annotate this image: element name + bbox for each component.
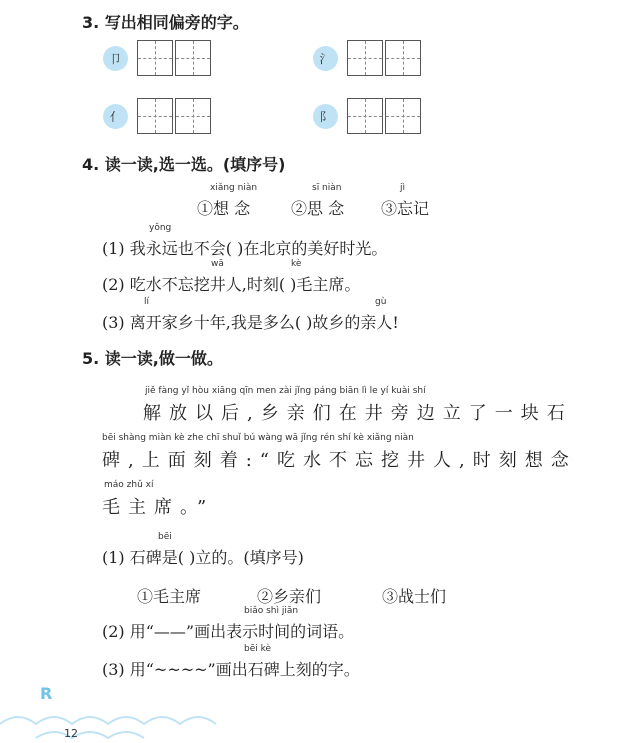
radical-bubble-2: 氵	[313, 46, 338, 71]
sub1-option-1: ①毛主席	[137, 587, 202, 606]
passage-line-2: 碑,上面刻着:“吃水不忘挖井人,时刻想念	[102, 450, 577, 471]
writing-cell[interactable]	[385, 40, 421, 76]
option-1: ①想 念	[197, 199, 251, 218]
writing-cell[interactable]	[385, 98, 421, 134]
sub-question-3[interactable]: (3) 用“~~~~”画出石碑上刻的字。	[102, 660, 360, 679]
fill-item-3[interactable]: (3) 离开家乡十年,我是多么( )故乡的亲人!	[102, 313, 399, 332]
item-pinyin: kè	[291, 259, 302, 269]
sub1-pinyin: bēi	[158, 532, 172, 542]
sub-question-2[interactable]: (2) 用“——”画出表示时间的词语。	[102, 622, 355, 641]
q4-title: 4. 读一读,选一选。(填序号)	[82, 155, 286, 174]
item-pinyin: gù	[375, 297, 387, 307]
radical-bubble-1: 卩	[103, 46, 128, 71]
writing-grid-3[interactable]	[137, 98, 211, 134]
passage-pinyin-1: jiě fàng yǐ hòu xiāng qīn men zài jǐng páng biān lì le yí kuài shí	[145, 386, 426, 396]
page-number: 12	[64, 727, 78, 740]
sub-question-1[interactable]: (1) 石碑是( )立的。(填序号)	[102, 548, 304, 567]
passage-pinyin-3: máo zhǔ xí	[104, 480, 154, 490]
writing-cell[interactable]	[175, 40, 211, 76]
sub3-pinyin: bēi kè	[244, 644, 272, 654]
option-pinyin-1: xiǎng niàn	[210, 183, 258, 193]
q5-title: 5. 读一读,做一做。	[82, 349, 223, 368]
logo-letter: R	[40, 684, 53, 703]
writing-cell[interactable]	[175, 98, 211, 134]
writing-grid-1[interactable]	[137, 40, 211, 76]
cloud-decoration	[0, 680, 220, 743]
passage-line-1: 解放以后,乡亲们在井旁边立了一块石	[143, 403, 573, 424]
writing-cell[interactable]	[137, 98, 173, 134]
sub1-option-3: ③战士们	[382, 587, 447, 606]
radical-bubble-3: 亻	[103, 104, 128, 129]
item-pinyin: wā	[211, 259, 224, 269]
writing-cell[interactable]	[347, 98, 383, 134]
fill-item-2[interactable]: (2) 吃水不忘挖井人,时刻( )毛主席。	[102, 275, 361, 294]
fill-item-1[interactable]: (1) 我永远也不会( )在北京的美好时光。	[102, 239, 388, 258]
writing-grid-2[interactable]	[347, 40, 421, 76]
item-pinyin: yǒng	[149, 223, 172, 233]
sub2-pinyin: biǎo shì jiān	[244, 606, 299, 616]
writing-cell[interactable]	[347, 40, 383, 76]
option-pinyin-2: sī niàn	[312, 183, 342, 193]
option-2: ②思 念	[291, 199, 345, 218]
passage-line-3: 毛主席。”	[102, 497, 215, 518]
option-3: ③忘记	[381, 199, 430, 218]
option-pinyin-3: jì	[400, 183, 406, 193]
radical-bubble-4: 阝	[313, 104, 338, 129]
writing-cell[interactable]	[137, 40, 173, 76]
writing-grid-4[interactable]	[347, 98, 421, 134]
item-pinyin: lí	[144, 297, 150, 307]
q3-title: 3. 写出相同偏旁的字。	[82, 13, 249, 32]
passage-pinyin-2: bēi shàng miàn kè zhe chī shuǐ bú wàng wā jǐng rén shí kè xiǎng niàn	[102, 433, 414, 443]
sub1-option-2: ②乡亲们	[257, 587, 322, 606]
